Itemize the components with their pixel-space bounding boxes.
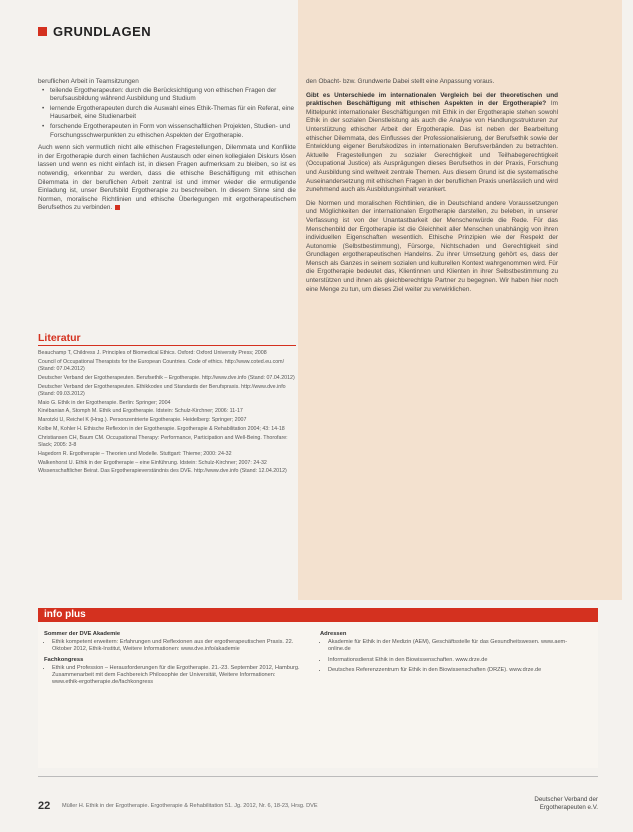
info-list xyxy=(320,639,580,674)
literature-item: Council of Occupational Therapists for the European Countries. Code of ethics. http://www.coted.eu.com/ (Stand: 07.04.2012) xyxy=(38,358,285,372)
literature-item: Deutscher Verband der Ergotherapeuten. Berufsethik – Ergotherapie. http://www.dve.info (Stand: 07.04.2012) xyxy=(38,374,295,381)
publisher-name xyxy=(534,796,598,812)
info-plus-columns xyxy=(38,622,598,695)
left-intro-line: beruflichen Arbeit in Teamsitzungen xyxy=(38,78,139,85)
footer-divider xyxy=(38,776,598,777)
right-paragraph-0: den Obacht- bzw. Grundwerte Dabei stellt eine Anpassung voraus. xyxy=(306,78,495,85)
literature-item: Christiansen CH, Baum CM. Occupational Therapy: Performance, Participation and Well-Being. Thorofare: Slack; 2005: 3-8 xyxy=(38,434,288,448)
right-column-text xyxy=(306,78,558,299)
info-subheading: Sommer der DVE Akademie xyxy=(44,631,121,637)
section-marker-icon xyxy=(38,27,47,36)
literature-item: Beauchamp T, Childress J. Principles of Biomedical Ethics. Oxford: Oxford University Press; 2008 xyxy=(38,350,267,356)
left-bullet-item: • teilende Ergotherapeuten: durch die Berücksichtigung von ethischen Fragen der berufsausbildung während Ausbildung und Studium xyxy=(50,87,296,104)
info-item: • Ethik kompetent erweitern: Erfahrungen und Reflexionen aus der ergotherapeutischen Praxis. 22. Oktober 2012, Ethik-Institut, Weitere Informationen: www.dve.info/akademie xyxy=(52,639,304,653)
info-plus-heading: info plus xyxy=(38,608,598,622)
literature-list xyxy=(38,350,296,477)
publisher-line: Ergotherapeuten e.V. xyxy=(539,804,598,811)
info-list xyxy=(44,639,304,653)
left-paragraph xyxy=(38,144,296,213)
footer-citation: Müller H. Ethik in der Ergotherapie. Ergotherapie & Rehabilitation 51. Jg. 2012, Nr. 6, 18-23, Hrsg. DVE xyxy=(62,803,318,809)
info-item: • Ethik und Profession – Herausforderungen für die Ergotherapie. 21.-23. September 2012, Hamburg. Zusammenarbeit mit dem Fachbereich Philosophie der Universität, Weitere Informationen: www.ethik-ergotherapie.de/fachkongress xyxy=(52,665,304,687)
end-of-article-icon xyxy=(115,205,120,210)
info-item: • Deutsches Referenzzentrum für Ethik in den Biowissenschaften (DRZE). www.drze.de xyxy=(328,667,580,674)
literature-item: Hagedorn R. Ergotherapie – Theorien und Modelle. Stuttgart: Thieme; 2000: 24-32 xyxy=(38,450,232,457)
right-column-box xyxy=(298,0,622,600)
info-plus-box xyxy=(38,608,598,768)
literature-item: Marotzki U, Reichel K (Hrsg.). Personzentrierte Ergotherapie. Heidelberg: Springer; 2007 xyxy=(38,417,247,424)
publisher-line: Deutscher Verband der xyxy=(534,796,598,803)
page-number: 22 xyxy=(38,800,51,812)
literature-item: Maio G. Ethik in der Ergotherapie. Berlin: Springer; 2004 xyxy=(38,399,171,406)
info-plus-right-column xyxy=(320,628,580,689)
left-column xyxy=(38,78,296,213)
info-item: • Informationsdienst Ethik in den Biowissenschaften. www.drze.de xyxy=(328,657,580,664)
left-bullet-list xyxy=(38,87,296,141)
info-plus-left-column xyxy=(44,628,304,689)
literature-item: Walkenhorst U. Ethik in der Ergotherapie – eine Einführung. Idstein: Schulz-Kirchner; 2007: 24-32 xyxy=(38,459,267,466)
section-title: GRUNDLAGEN xyxy=(53,24,152,39)
info-subheading: Fachkongress xyxy=(44,656,84,663)
section-header xyxy=(38,24,151,39)
literature-item: Wissenschaftlicher Beirat. Das Ergotherapieverständnis des DVE. http://www.dve.info (Stand: 12.04.2012) xyxy=(38,468,287,475)
literature-heading: Literatur xyxy=(38,332,81,344)
literature-item: Kolbe M, Kohler H. Ethische Reflexion in der Ergotherapie. Ergotherapie & Rehabilitation 2004; 43: 14-18 xyxy=(38,425,285,432)
info-item: • Akademie für Ethik in der Medizin (AEM), Geschäftsstelle für das Gesundheitswesen. www.aem-online.de xyxy=(328,639,580,653)
left-paragraph-text: Auch wenn sich vermutlich nicht alle ethischen Fragestellungen, Dilemmata und Konflikte in der Ergotherapie durch einen fachlichen Austausch oder einen kollegialen Diskurs lösen lassen und wenn es nicht einfach ist, in diesen Fragen aufmerksam zu bleiben, so ist es notwendig, erkennbar zu werden, dass die ethische Beschäftigung mit ethischen Dilemmata in der beruflichen Arbeit zentral ist und immer wieder die ermutigende Einladung ist, unser Berufsbild Ergotherapie zu beschreiben. In diesem Sinne sind die Normen, moralische Richtlinien und ethische Überlegungen mit ergotherapeutischem Berufsethos zu verbinden. xyxy=(38,144,296,212)
right-paragraph-1-question: Gibt es Unterschiede im internationalen Vergleich bei der theoretischen und praktischen Beschäftigung mit ethischen Aspekten in der Ergotherapie? xyxy=(306,91,558,108)
literature-item: Kinébanian A, Stomph M. Ethik und Ergotherapie. Idstein: Schulz-Kirchner; 2006: 11-17 xyxy=(38,408,243,415)
literature-divider xyxy=(38,345,296,346)
right-paragraph-1 xyxy=(306,92,558,195)
left-bullet-item: • lernende Ergotherapeuten durch die Auswahl eines Ethik-Themas für ein Referat, eine Hausarbeit, eine Studienarbeit xyxy=(50,105,296,122)
right-paragraph-2: Die Normen und moralischen Richtlinien, die in Deutschland andere Voraussetzungen und Möglichkeiten der internationalen Ergotherapie darstellen, zu beleben, in unserer Verfassung ist von der Unantastbarkeit der Menschenwürde die Rede. Für das Menschenbild der Ergotherapie ist die Gleichheit aller Menschen unabhängig von ihren individuellen Eigenschaften wesentlich. Ethische Prinzipien wie der Respekt der Autonomie (Selbstbestimmung), Fürsorge, Nichtschaden und Gerechtigkeit sind Grundlagen ergotherapeutischen Handelns. Zu ihrer Umsetzung gehört es, dass der Mensch als Ganzes in seinem sozialen und kulturellen Kontext wahrgenommen wird. Für die Ergotherapie bedeutet das, Klientinnen und Klienten in ihrer Selbstbestimmung zu unterstützen und ihnen als gleichberechtigte Partner zu begegnen. Wir haben hier noch eine Menge zu tun, um dieses Ziel weiter zu verwirklichen. xyxy=(306,199,558,293)
info-list xyxy=(44,665,304,687)
info-subheading: Adressen xyxy=(320,631,347,637)
right-paragraph-1-body: Im Mittelpunkt internationaler Beschäftigungen mit Ethik in der Ergotherapie stehen sowohl Ethik in der sozialen Dienstleistung als auch die Analyse von Handlungsstrukturen zur Unterstützung ethischer Arbeit der Ergotherapie. Das ist neben der Bearbeitung ethischer Dilemmata, des Einflusses der Professionalisierung, der Berufsethik sowie der Entwicklung eigener Berufskodizes in internationalen Berufsverbänden zu betrachten. Aktuelle Fragestellungen zu sozialer Gerechtigkeit und Teilhabegerechtigkeit (Occupational Justice) als Ausprägungen dieses Berufsethos in der Praxis, Forschung und Ausbildung sind weltweit zentrale Themen. Aus diesem Grund ist die systematische Auseinandersetzung mit ethischen Fragen in der beruflichen Praxis unerlässlich und wird zunehmend auch als Ausbildungsinhalt verankert. xyxy=(306,100,558,194)
literature-item: Deutscher Verband der Ergotherapeuten. Ethikkodex und Standards der Berufspraxis. http://www.dve.info (Stand: 09.03.2012) xyxy=(38,383,286,397)
left-bullet-item: • forschende Ergotherapeuten in Form von wissenschaftlichen Projekten, Studien- und Forschungsschwerpunkten zu ethischen Aspekten der Ergotherapie. xyxy=(50,123,296,140)
